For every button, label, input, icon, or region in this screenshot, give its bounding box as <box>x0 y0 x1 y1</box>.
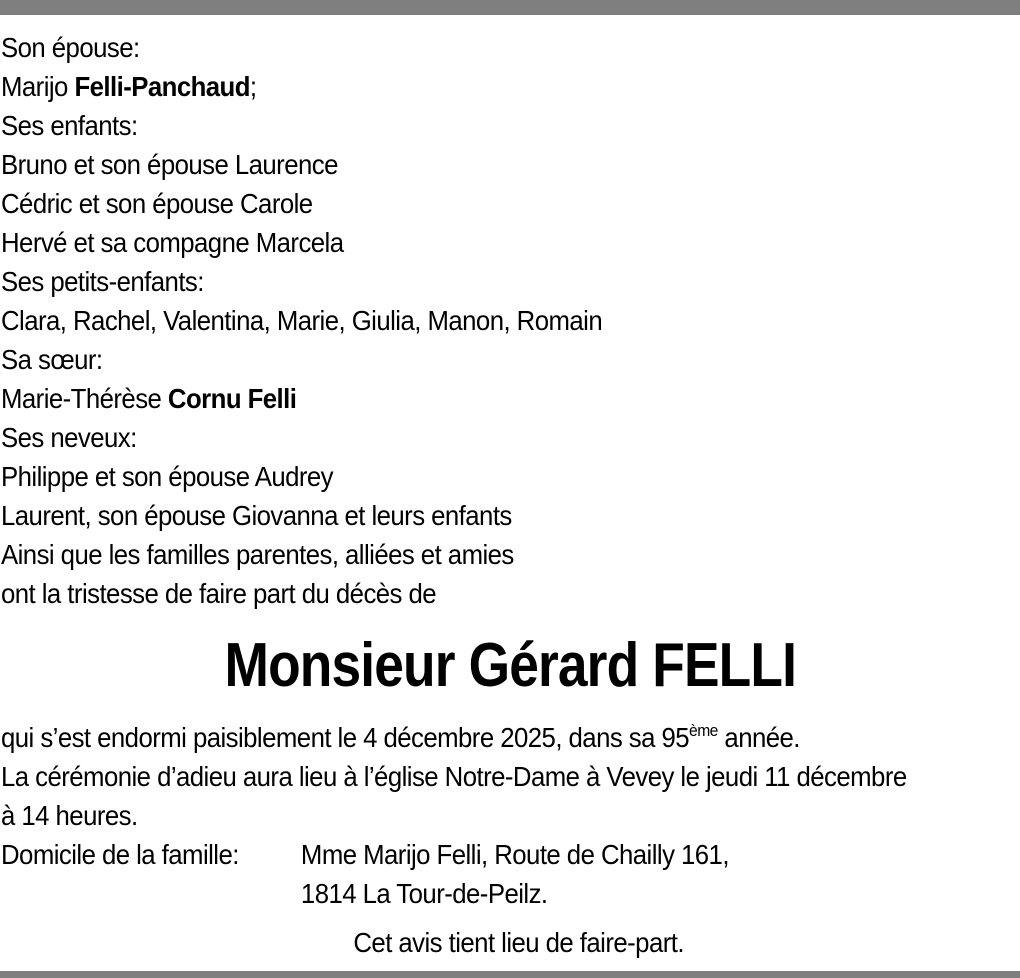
death-line-end: année. <box>717 722 800 753</box>
ordinal-suffix: ème <box>689 721 718 740</box>
sister-last-name: Cornu Felli <box>167 383 297 414</box>
nephews-heading: Ses neveux: <box>1 422 137 453</box>
spouse-first-name: Marijo <box>1 71 75 102</box>
children-heading: Ses enfants: <box>1 110 138 141</box>
spouse-heading: Son épouse: <box>1 32 140 63</box>
announcement-line: ont la tristesse de faire part du décès de <box>1 578 437 609</box>
nephew-entry: Philippe et son épouse Audrey <box>1 461 334 492</box>
relatives-line: Ainsi que les familles parentes, alliées et amies <box>1 539 514 570</box>
child-entry: Hervé et sa compagne Marcela <box>1 227 344 258</box>
address-row <box>1 835 1013 874</box>
child-entry: Bruno et son épouse Laurence <box>1 149 338 180</box>
address-line-2: 1814 La Tour-de-Peilz. <box>300 878 548 909</box>
faire-part-note <box>0 924 1020 962</box>
grandchildren-heading: Ses petits-enfants: <box>1 266 204 297</box>
sister-first-name: Marie-Thérèse <box>1 383 168 414</box>
ceremony-time: à 14 heures. <box>1 800 138 831</box>
footer-text: Cet avis tient lieu de faire-part. <box>353 927 685 958</box>
spouse-last-name: Felli-Panchaud <box>74 71 250 102</box>
death-line-text: qui s’est endormi paisiblement le 4 décembre 2025, dans sa 95 <box>1 722 690 753</box>
death-line <box>1 718 1013 757</box>
sister-name <box>1 379 938 418</box>
address-label: Domicile de la famille: <box>1 839 239 870</box>
child-entry: Cédric et son épouse Carole <box>1 188 313 219</box>
deceased-name-heading <box>0 630 1020 702</box>
address-line-1: Mme Marijo Felli, Route de Chailly 161, <box>300 839 729 870</box>
spouse-name <box>1 67 938 106</box>
sister-heading: Sa sœur: <box>1 344 103 375</box>
nephew-entry: Laurent, son épouse Giovanna et leurs enfants <box>1 500 512 531</box>
family-list <box>1 28 938 613</box>
top-rule <box>0 0 1020 15</box>
ceremony-details <box>1 718 1013 913</box>
deceased-name: Monsieur Gérard FELLI <box>224 631 796 700</box>
bottom-rule <box>0 971 1020 978</box>
ceremony-line: La cérémonie d’adieu aura lieu à l’église Notre-Dame à Vevey le jeudi 11 décembre <box>1 761 907 792</box>
grandchildren-names: Clara, Rachel, Valentina, Marie, Giulia, Manon, Romain <box>1 305 603 336</box>
spouse-punctuation: ; <box>249 71 257 102</box>
